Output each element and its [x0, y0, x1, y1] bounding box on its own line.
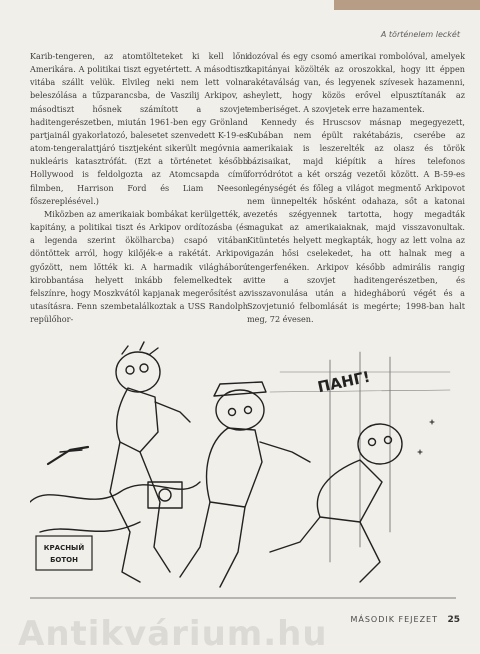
- chapter-label: MÁSODIK FEJEZET: [350, 615, 438, 624]
- left-text-column: [30, 50, 248, 326]
- paragraph: Karib-tengeren, az atomtölteteket ki kell lőni Amerikára. A politikai tiszt egyetértett. A másodtiszt vitába szállt velük. Elvileg neki nem lett volna beleszólása a tűzparancsba, de Vaszilij Arkipov, a másodtiszt hősnek számított a szovjet haditengerészetben, miután 1961-ben egy Grönland partjainál gyakorlatozó, balesetet szenvedett K-19-es atom-tengeralattjáró tisztjeként sikerült megóvnia a nukleáris katasztrófát. (Ezt a történetet később Hollywood is feldolgozta az Atomcsapda című filmben, Harrison Ford és Liam Neeson főszereplésével.): [30, 51, 248, 206]
- button-label-line2: БОТОН: [50, 556, 78, 564]
- page-number: 25: [447, 615, 460, 625]
- button-label-box: [36, 536, 92, 570]
- watermark: Antikvárium.hu: [18, 614, 328, 654]
- paragraph: Miközben az amerikaiak bombákat kerülgették, a kapitány, a politikai tiszt és Arkipov ordítozásba (és a legenda szerint ökölharcba) csapó vitában döntöttek arról, hogy kilőjék-e a rakétát. Arkipov győzött, nem lőtték ki. A harmadik világháború kirobbantása helyett inkább felemelkedtek a felszínre, hogy Moszkvától kapjanak megerősítést az utasításra. Fenn szembetalálkoztak a USS Randolph repülőhor-: [30, 208, 248, 325]
- cartoon-illustration: [30, 332, 456, 616]
- paragraph: dozóval és egy csomó amerikai rombolóval, amelyek kapitányai közölték az oroszokkal, hogy itt éppen rakétaválság van, és legyenek szívesek hazamenni, sheylett, hogy közös erővel elpusztítanák az emberiséget. A szovjetek erre hazamentek.: [247, 51, 465, 114]
- running-head: A történelem leckét: [380, 30, 460, 39]
- chapter-color-tab: [334, 0, 480, 10]
- sound-effect-text: ПАНГ!: [315, 367, 372, 397]
- right-text-column: [247, 50, 465, 326]
- paragraph: Kennedy és Hruscsov másnap megegyezett, Kubában nem épült rakétabázis, cserébe az amerikaiak is leszerelték az olasz és török bázisaikat, majd kiépítik a híres telefonos forródrótot a két ország vezetői között. A B-59-es legénységét és főleg a világot megmentő Arkipovot nem ünnepelték hősként odahaza, sőt a katonai vezetés szégyennek tartotta, hogy megadták magukat az amerikaiaknak, majd visszavonultak. Kitüntetés helyett megkapták, hogy az lett volna az igazán hősi cselekedet, ha ott halnak meg a tengerfenéken. Arkipov később admirális rangig vitte a szovjet haditengerészetben, és visszavonulása után a hidegháború végét és a Szovjetunió felbomlását is megérte; 1998-ban halt meg, 72 évesen.: [247, 116, 465, 325]
- button-label-line1: КРАСНЫЙ: [43, 544, 85, 552]
